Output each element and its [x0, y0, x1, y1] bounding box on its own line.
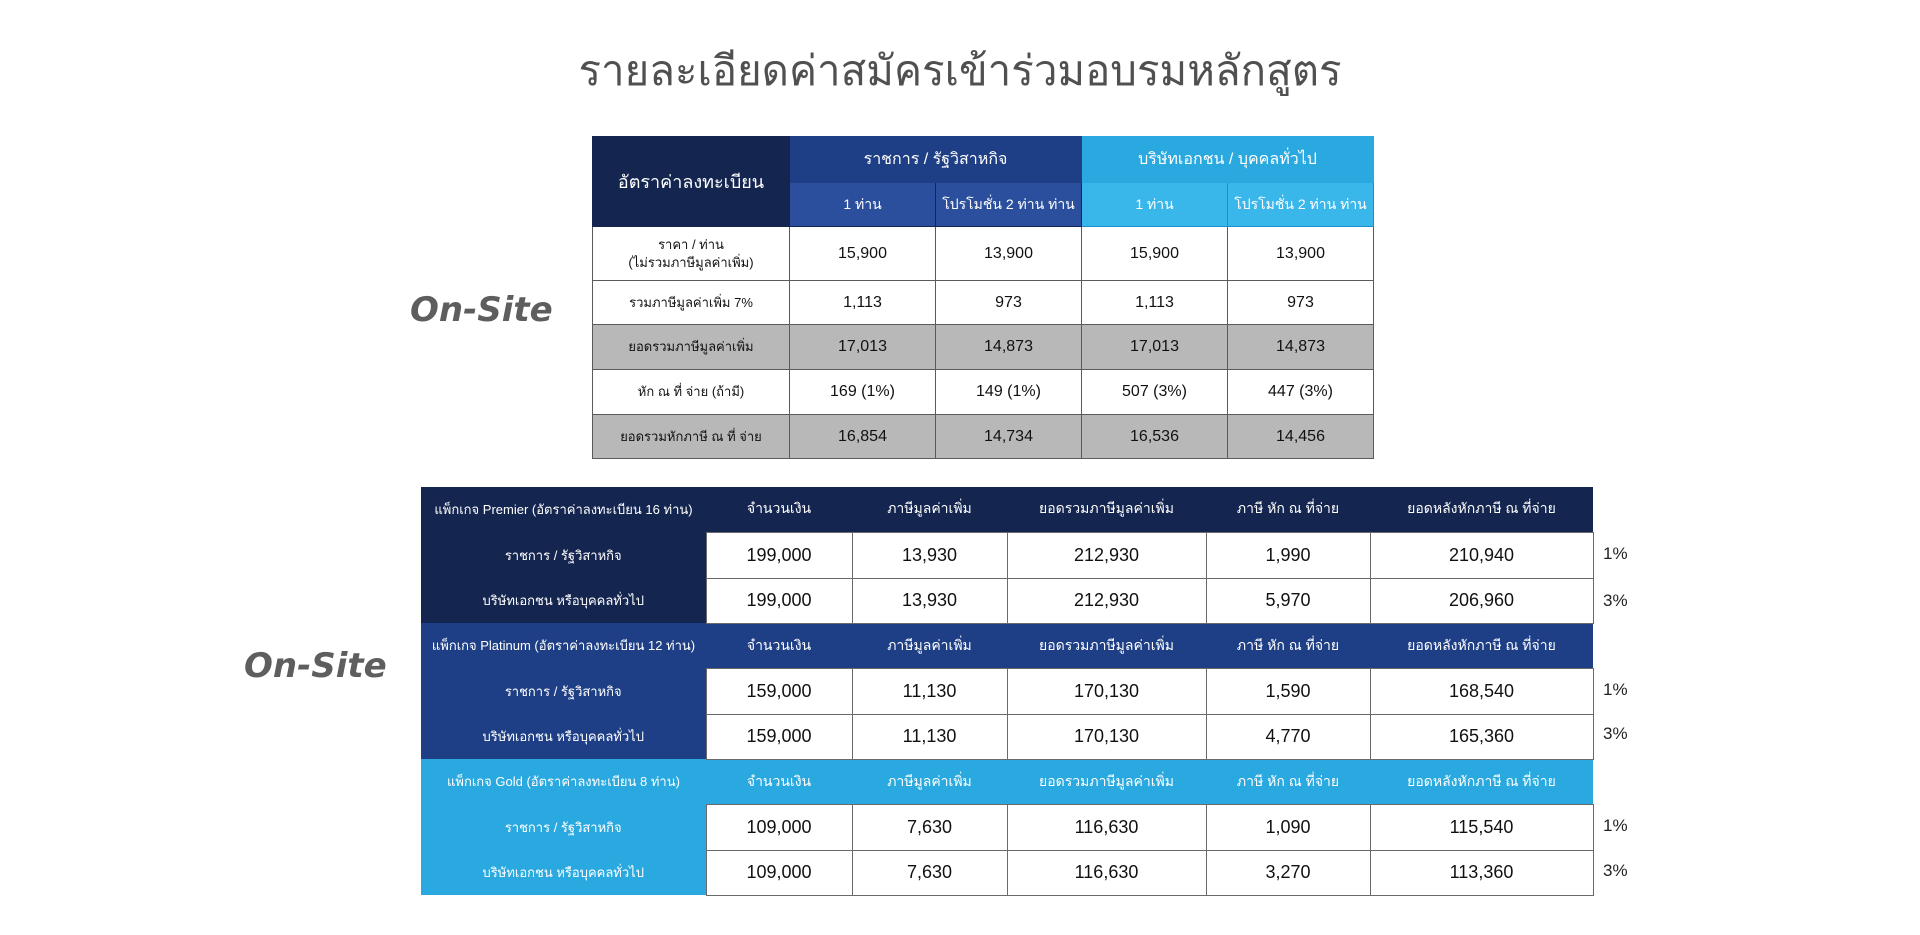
table1-cell: 973: [936, 281, 1082, 325]
table1-row: [593, 281, 1374, 325]
column-header: ยอดหลังหักภาษี ณ ที่จ่าย: [1407, 500, 1556, 517]
cell: 159,000: [706, 714, 852, 759]
page-title: รายละเอียดค่าสมัครเข้าร่วมอบรมหลักสูตร: [578, 46, 1342, 95]
column-header: ยอดรวมภาษีมูลค่าเพิ่ม: [1039, 500, 1174, 517]
cell: 170,130: [1007, 714, 1206, 759]
withholding-percent-note: 1%: [1603, 816, 1628, 835]
table1-cell: 507 (3%): [1082, 370, 1228, 415]
table1-cell: 15,900: [1082, 227, 1228, 281]
package-header-row-platinum: [421, 623, 1593, 668]
cell: 13,930: [852, 578, 1007, 623]
table1-cell: 447 (3%): [1228, 370, 1374, 415]
column-header: ภาษีมูลค่าเพิ่ม: [887, 636, 972, 653]
cell: 212,930: [1007, 578, 1206, 623]
table1-cell: 13,900: [1228, 227, 1374, 281]
table1-cell: 973: [1228, 281, 1374, 325]
cell: 113,360: [1370, 850, 1593, 895]
table1-cell: 17,013: [1082, 325, 1228, 370]
cell: 4,770: [1206, 714, 1370, 759]
cell: 7,630: [852, 850, 1007, 895]
table1-row-label: ยอดรวมหักภาษี ณ ที่ จ่าย: [593, 415, 790, 459]
table-row: [421, 804, 1593, 850]
table-row: [421, 714, 1593, 759]
column-header: ภาษีมูลค่าเพิ่ม: [887, 772, 972, 789]
table1-row: [593, 370, 1374, 415]
row-label: บริษัทเอกชน หรือบุคคลทั่วไป: [421, 850, 706, 895]
table1-sub-header: 1 ท่าน: [1082, 183, 1228, 227]
onsite-label-top: On-Site: [410, 290, 553, 330]
table1-row: [593, 227, 1374, 281]
column-header: ภาษีมูลค่าเพิ่ม: [887, 500, 972, 517]
cell: 168,540: [1370, 668, 1593, 714]
row-label-line2: (ไม่รวมภาษีมูลค่าเพิ่ม): [628, 254, 754, 270]
table-row: [421, 578, 1593, 623]
table-row: [421, 668, 1593, 714]
table1-cell: 1,113: [790, 281, 936, 325]
row-label: ราชการ / รัฐวิสาหกิจ: [421, 668, 706, 714]
column-header: ยอดหลังหักภาษี ณ ที่จ่าย: [1407, 772, 1556, 789]
table1-cell: 1,113: [1082, 281, 1228, 325]
registration-fee-table: [592, 136, 1374, 459]
package-header-row-premier: [421, 487, 1593, 532]
table1-cell: 169 (1%): [790, 370, 936, 415]
onsite-label-bottom: On-Site: [244, 646, 387, 686]
withholding-percent-note: 1%: [1603, 680, 1628, 699]
column-header: จำนวนเงิน: [746, 500, 812, 517]
table1-cell: 15,900: [790, 227, 936, 281]
table1-sub-header: 1 ท่าน: [790, 183, 936, 227]
table1-cell: 17,013: [790, 325, 936, 370]
cell: 11,130: [852, 668, 1007, 714]
table1-cell: 14,456: [1228, 415, 1374, 459]
package-fee-table: [421, 487, 1594, 896]
table1-row-label: รวมภาษีมูลค่าเพิ่ม 7%: [593, 281, 790, 325]
table1-group-gov: ราชการ / รัฐวิสาหกิจ: [790, 137, 1082, 183]
cell: 115,540: [1370, 804, 1593, 850]
table1-row: [593, 415, 1374, 459]
cell: 109,000: [706, 850, 852, 895]
table1-cell: 14,873: [936, 325, 1082, 370]
cell: 199,000: [706, 578, 852, 623]
column-header: จำนวนเงิน: [746, 772, 812, 789]
table1-row-label: ยอดรวมภาษีมูลค่าเพิ่ม: [593, 325, 790, 370]
package-name: แพ็กเกจ Gold (อัตราค่าลงทะเบียน 8 ท่าน): [447, 774, 680, 789]
table1-cell: 13,900: [936, 227, 1082, 281]
table1-sub-header: โปรโมชั่น 2 ท่าน ท่าน: [1228, 183, 1374, 227]
table-row: [421, 532, 1593, 578]
cell: 1,990: [1206, 532, 1370, 578]
column-header: ภาษี หัก ณ ที่จ่าย: [1236, 772, 1340, 789]
column-header: จำนวนเงิน: [746, 636, 812, 653]
withholding-percent-note: 3%: [1603, 861, 1628, 880]
cell: 7,630: [852, 804, 1007, 850]
cell: 13,930: [852, 532, 1007, 578]
cell: 206,960: [1370, 578, 1593, 623]
row-label-line1: ราคา / ท่าน: [658, 236, 724, 252]
cell: 210,940: [1370, 532, 1593, 578]
withholding-percent-note: 3%: [1603, 591, 1628, 610]
withholding-percent-note: 3%: [1603, 724, 1628, 743]
row-label: บริษัทเอกชน หรือบุคคลทั่วไป: [421, 578, 706, 623]
column-header: ยอดรวมภาษีมูลค่าเพิ่ม: [1039, 772, 1174, 789]
table1-row: [593, 325, 1374, 370]
cell: 11,130: [852, 714, 1007, 759]
table1-row-label: [593, 227, 790, 281]
row-label: ราชการ / รัฐวิสาหกิจ: [421, 804, 706, 850]
column-header: ภาษี หัก ณ ที่จ่าย: [1236, 500, 1340, 517]
package-header-row-gold: [421, 759, 1593, 804]
table1-sub-header: โปรโมชั่น 2 ท่าน ท่าน: [936, 183, 1082, 227]
column-header: ยอดหลังหักภาษี ณ ที่จ่าย: [1407, 636, 1556, 653]
cell: 212,930: [1007, 532, 1206, 578]
table1-cell: 149 (1%): [936, 370, 1082, 415]
cell: 1,090: [1206, 804, 1370, 850]
cell: 116,630: [1007, 804, 1206, 850]
table1-cell: 14,734: [936, 415, 1082, 459]
table1-cell: 16,854: [790, 415, 936, 459]
package-name: แพ็กเกจ Premier (อัตราค่าลงทะเบียน 16 ท่าน): [434, 502, 693, 517]
table-row: [421, 850, 1593, 895]
package-name: แพ็กเกจ Platinum (อัตราค่าลงทะเบียน 12 ท่าน): [431, 638, 696, 653]
row-label: ราชการ / รัฐวิสาหกิจ: [421, 532, 706, 578]
row-label: บริษัทเอกชน หรือบุคคลทั่วไป: [421, 714, 706, 759]
table1-group-private: บริษัทเอกชน / บุคคลทั่วไป: [1082, 137, 1374, 183]
withholding-percent-note: 1%: [1603, 544, 1628, 563]
column-header: ยอดรวมภาษีมูลค่าเพิ่ม: [1039, 636, 1174, 653]
cell: 3,270: [1206, 850, 1370, 895]
column-header: ภาษี หัก ณ ที่จ่าย: [1236, 636, 1340, 653]
table1-cell: 16,536: [1082, 415, 1228, 459]
cell: 5,970: [1206, 578, 1370, 623]
cell: 159,000: [706, 668, 852, 714]
cell: 170,130: [1007, 668, 1206, 714]
cell: 109,000: [706, 804, 852, 850]
table1-corner-cell: อัตราค่าลงทะเบียน: [593, 137, 790, 227]
cell: 199,000: [706, 532, 852, 578]
table1-row-label: หัก ณ ที่ จ่าย (ถ้ามี): [593, 370, 790, 415]
table1-cell: 14,873: [1228, 325, 1374, 370]
cell: 1,590: [1206, 668, 1370, 714]
table1-group-header-row: [593, 137, 1374, 183]
cell: 165,360: [1370, 714, 1593, 759]
cell: 116,630: [1007, 850, 1206, 895]
